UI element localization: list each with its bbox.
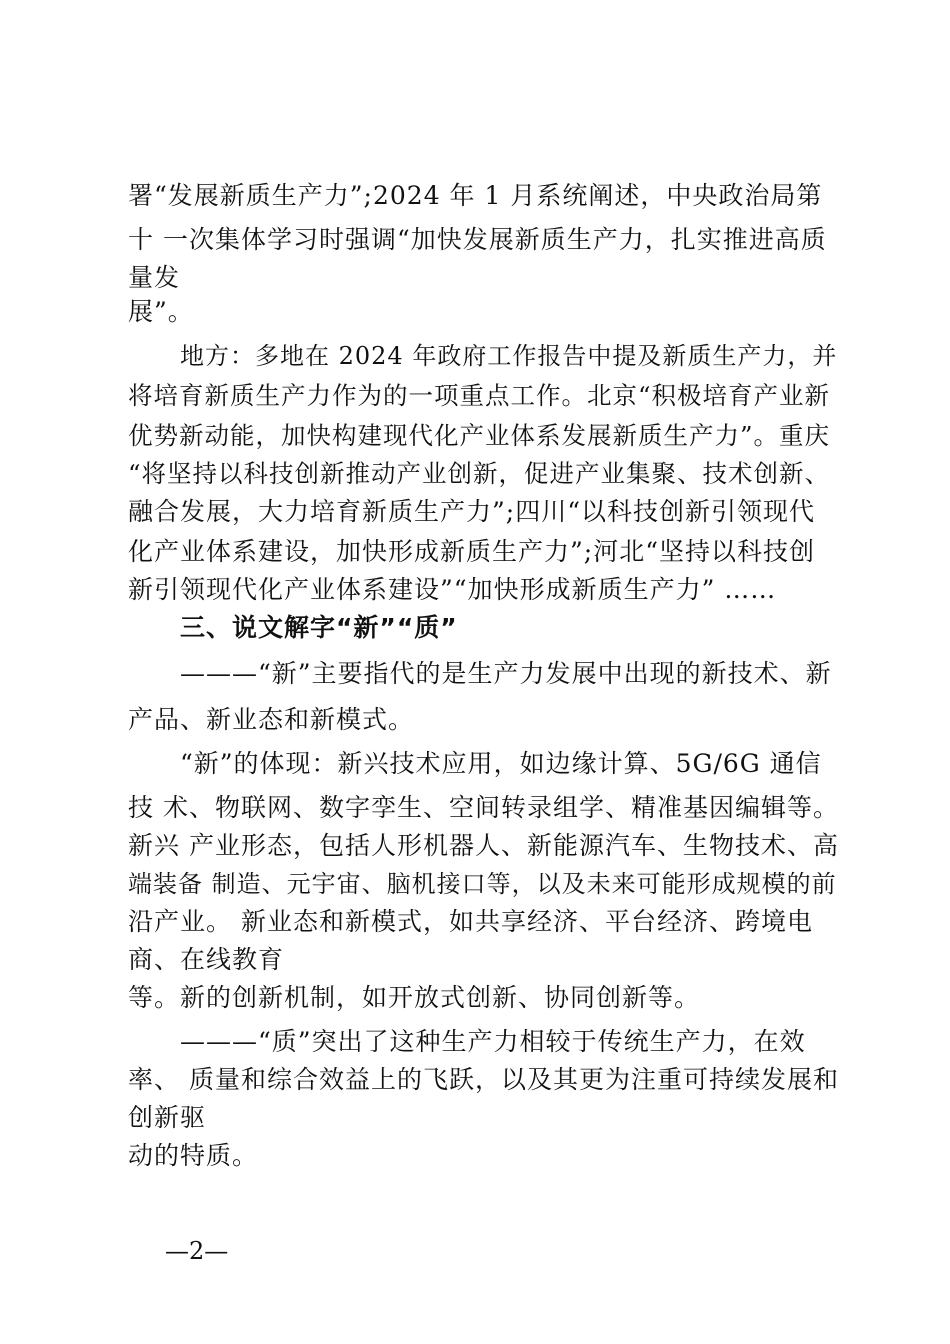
text-line: 动的特质。 (128, 1141, 259, 1170)
text-line: 沿产业。 新业态和新模式，如共享经济、平台经济、跨境电 (128, 907, 813, 936)
text-line: 化产业体系建设，加快形成新质生产力”;河北“坚持以科技创 (128, 537, 815, 566)
text-line: 创新驱 (128, 1103, 207, 1132)
text-line: 展”。 (128, 297, 194, 326)
text-line: 融合发展，大力培育新质生产力”;四川“以科技创新引领现代 (128, 497, 815, 526)
text-line: ———“新”主要指代的是生产力发展中出现的新技术、新 (180, 659, 832, 688)
text-line: 新引领现代化产业体系建设”“加快形成新质生产力” …… (128, 575, 777, 604)
text-line: 新兴 产业形态，包括人形机器人、新能源汽车、生物技术、高 (128, 831, 839, 860)
text-line: 商、在线教育 (128, 945, 285, 974)
section-heading: 三、说文解字“新”“质” (180, 613, 458, 642)
text-line: 优势新动能，加快构建现代化产业体系发展新质生产力”。重庆 (128, 421, 831, 450)
text-line: “新”的体现：新兴技术应用，如边缘计算、5G/6G 通信 (180, 749, 822, 778)
text-line: 将培育新质生产力作为的一项重点工作。北京“积极培育产业新 (128, 381, 831, 410)
text-line: 端装备 制造、元宇宙、脑机接口等，以及未来可能形成规模的前 (128, 870, 837, 898)
text-line: 量发 (128, 263, 181, 292)
text-line: 署“发展新质生产力”;2024 年 1 月系统阐述，中央政治局第 (128, 181, 823, 210)
text-line: “将坚持以科技创新推动产业创新，促进产业集聚、技术创新、 (128, 459, 831, 488)
text-line: 地方：多地在 2024 年政府工作报告中提及新质生产力，并 (180, 342, 838, 370)
page-number: —2— (165, 1237, 229, 1265)
text-line: 等。新的创新机制，如开放式创新、协同创新等。 (128, 983, 701, 1012)
text-line: 十 一次集体学习时强调“加快发展新质生产力，扎实推进高质 (128, 225, 827, 254)
text-line: ———“质”突出了这种生产力相较于传统生产力，在效 (180, 1027, 806, 1056)
text-line: 产品、新业态和新模式。 (128, 705, 415, 734)
text-line: 率、 质量和综合效益上的飞跃，以及其更为注重可持续发展和 (128, 1065, 839, 1094)
text-line: 技 术、物联网、数字孪生、空间转录组学、精准基因编辑等。 (128, 793, 839, 822)
